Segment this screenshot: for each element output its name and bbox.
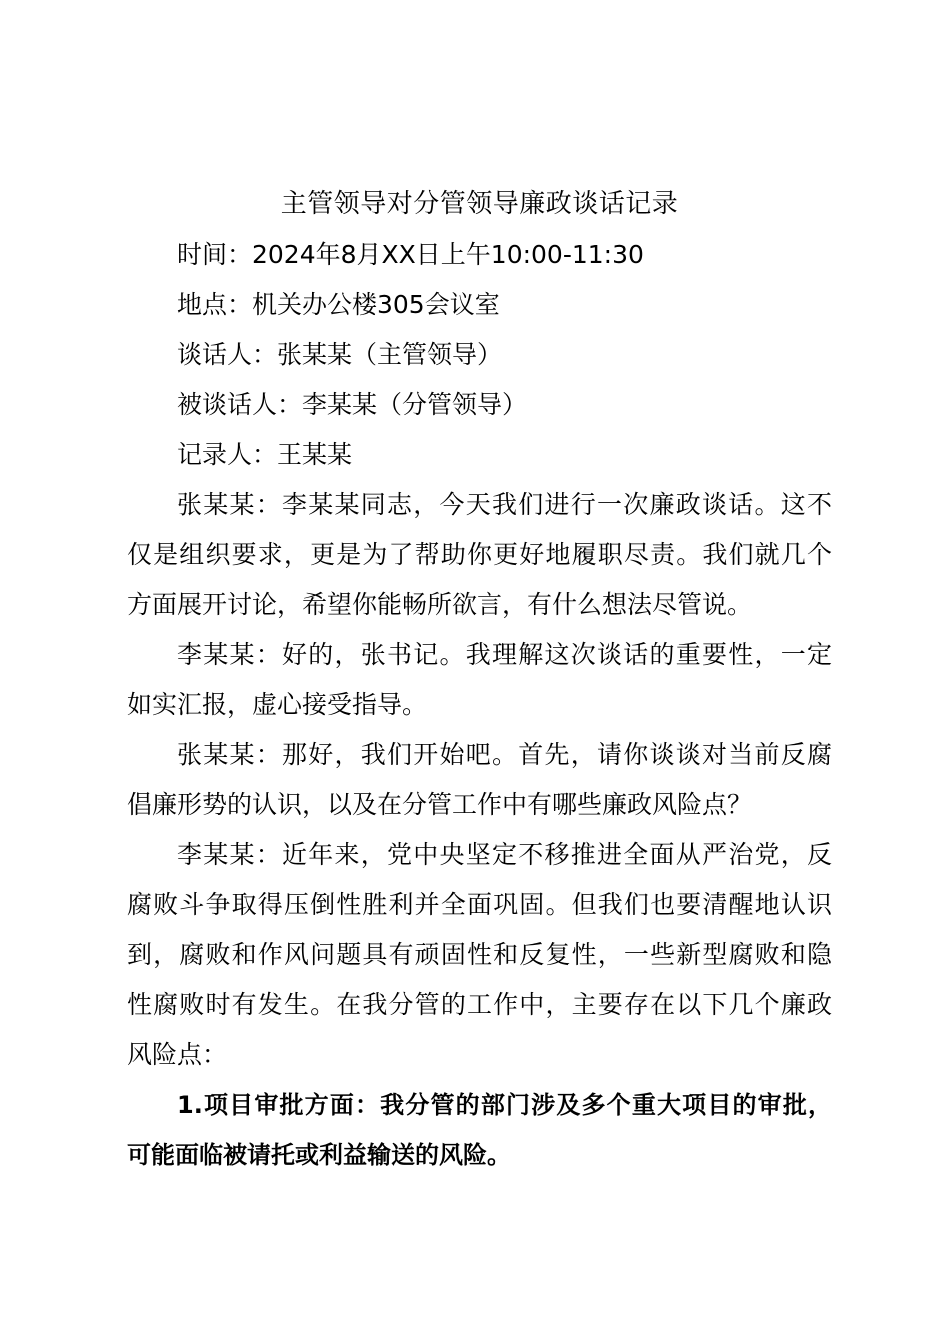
paragraph-line: 腐败斗争取得压倒性胜利并全面巩固。但我们也要清醒地认识	[127, 890, 832, 919]
paragraph-line: 张某某：李某某同志，今天我们进行一次廉政谈话。这不	[177, 490, 832, 519]
paragraph-line: 到，腐败和作风问题具有顽固性和反复性，一些新型腐败和隐	[127, 940, 832, 969]
paragraph-line: 风险点：	[127, 1040, 228, 1069]
paragraph-line: 性腐败时有发生。在我分管的工作中，主要存在以下几个廉政	[127, 990, 832, 1019]
meta-recorder: 记录人：王某某	[177, 440, 353, 469]
paragraph-line: 李某某：近年来，党中央坚定不移推进全面从严治党，反	[177, 840, 832, 869]
paragraph-3	[127, 730, 832, 830]
paragraph-line: 李某某：好的，张书记。我理解这次谈话的重要性，一定	[177, 640, 832, 669]
paragraph-1	[127, 480, 832, 630]
paragraph-2	[127, 630, 832, 730]
meta-listener: 被谈话人：李某某（分管领导）	[177, 390, 528, 419]
meta-time: 时间：2024年8月XX日上午10:00-11:30	[177, 240, 644, 269]
paragraph-4	[127, 830, 832, 1080]
paragraph-line: 仅是组织要求，更是为了帮助你更好地履职尽责。我们就几个	[127, 540, 832, 569]
risk-item-line: 1.项目审批方面：我分管的部门涉及多个重大项目的审批，	[177, 1091, 832, 1119]
risk-item-line: 可能面临被请托或利益输送的风险。	[127, 1141, 511, 1169]
paragraph-line: 张某某：那好，我们开始吧。首先，请你谈谈对当前反腐	[177, 740, 832, 769]
meta-speaker: 谈话人：张某某（主管领导）	[177, 340, 503, 369]
document-page	[127, 178, 832, 1180]
paragraph-line: 方面展开讨论，希望你能畅所欲言，有什么想法尽管说。	[127, 590, 753, 619]
risk-item-1	[127, 1080, 832, 1180]
paragraph-line: 如实汇报，虚心接受指导。	[127, 690, 428, 719]
document-title: 主管领导对分管领导廉政谈话记录	[280, 189, 679, 219]
meta-place: 地点：机关办公楼305会议室	[177, 290, 500, 319]
paragraph-line: 倡廉形势的认识，以及在分管工作中有哪些廉政风险点？	[127, 790, 753, 819]
